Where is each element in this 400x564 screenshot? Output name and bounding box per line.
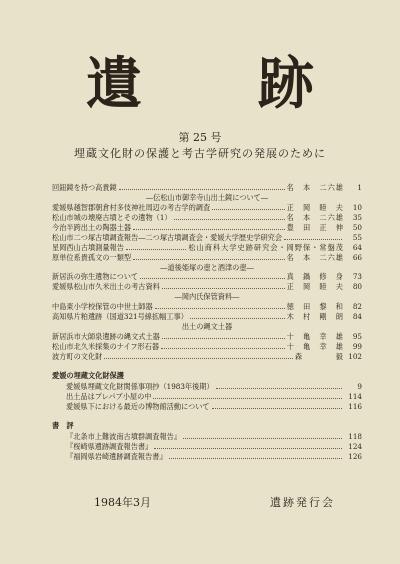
toc-entry-page: 99 <box>352 342 362 351</box>
toc-entry[interactable] <box>52 272 362 282</box>
toc-entry-title: 新居浜市大師泉遺跡の縄文式土器 <box>52 332 160 342</box>
toc-entry-page: 114 <box>348 391 362 401</box>
toc-entry-page: 118 <box>348 431 362 441</box>
toc-entry[interactable] <box>52 282 362 292</box>
toc-entry[interactable] <box>52 332 362 342</box>
leader-dots <box>126 244 187 250</box>
toc-entry-author: 正 岡 睦 夫 <box>286 282 344 292</box>
reviews-list <box>52 432 362 462</box>
leader-dots <box>133 254 285 260</box>
toc-entry-title: 松山市北久米採集のナイフ形石器 <box>52 342 160 351</box>
leader-dots <box>140 273 285 279</box>
toc-entry-page: 126 <box>348 451 362 461</box>
toc-entry-page: 10 <box>352 202 362 212</box>
toc-entry-author: 名 本 二六雄 <box>286 252 344 262</box>
toc-entry-page: 64 <box>352 242 362 252</box>
section-heading-reviews: 書 評 <box>52 420 74 430</box>
leader-dots <box>284 234 342 240</box>
toc-entry-title: 愛媛県松山市久米出土の考古資料 <box>52 282 160 292</box>
section-heading-protection: 愛媛の埋蔵文化財保護 <box>52 370 124 380</box>
toc-entry[interactable] <box>52 223 362 233</box>
leader-dots <box>183 433 342 439</box>
leader-dots <box>154 443 342 449</box>
toc-entry-title: 高知県片粕遺跡（国道321号線拡幅工事） <box>52 312 188 322</box>
toc-entry[interactable] <box>52 253 362 263</box>
toc-entry[interactable] <box>52 392 362 402</box>
publisher-name: 遺跡発行会 <box>270 496 335 509</box>
toc-entry-page: 102 <box>348 351 362 361</box>
toc-entry-page: 84 <box>352 312 362 322</box>
toc-entry-page: 95 <box>352 332 362 342</box>
leader-dots <box>190 313 285 319</box>
toc-entry-author: 松山商科大学史跡研究会・岡野保・常盤茂 <box>188 242 344 252</box>
toc-entry-title: 『福岡県岩崎遺跡調査報告書』 <box>66 451 167 461</box>
toc-entry-page: 35 <box>352 212 362 222</box>
toc-entry-page: 55 <box>352 232 362 242</box>
toc-entry-author: 徳 田 黎 和 <box>286 302 344 312</box>
toc-entry[interactable] <box>52 352 362 362</box>
toc-subtitle-line: ―伝松山市御幸寺山出土鏡について― <box>145 192 269 202</box>
leader-dots <box>119 184 285 190</box>
publication-date: 1984年3月 <box>94 496 151 509</box>
leader-dots <box>216 383 342 389</box>
toc-entry-title: 『北条市上難波南古墳群調査報告』 <box>66 431 182 441</box>
toc-entry-title: 松山市城の壊廃古墳とその遺物（1） <box>52 212 172 222</box>
toc-entry-author: 十 亀 幸 雄 <box>286 342 344 351</box>
toc-entry[interactable] <box>52 213 362 223</box>
toc-entry-title: 波方町の文化財 <box>52 351 103 361</box>
toc-entry[interactable] <box>52 452 362 462</box>
table-of-contents <box>52 183 362 462</box>
toc-entry-author: 正 岡 睦 夫 <box>286 202 344 212</box>
toc-entry-page: 1 <box>357 183 362 192</box>
toc-entry-title: 今治半跨出土の陶器土器 <box>52 222 132 232</box>
toc-entry-title: 愛媛県下における最近の博物館活動について <box>66 401 210 411</box>
toc-entry-title: 愛媛県越智郡朝倉村多伎神社周辺の考古学的調査 <box>52 202 211 212</box>
toc-entry-author: 真 鍋 修 身 <box>286 272 344 282</box>
toc-entry-page: 73 <box>352 272 362 282</box>
journal-subtitle: 埋蔵文化財の保護と考古学研究の発展のために <box>74 147 326 160</box>
leader-dots <box>212 403 342 409</box>
leader-dots <box>161 343 285 349</box>
protection-list <box>52 382 362 412</box>
toc-entry-page: 66 <box>352 252 362 262</box>
leader-dots <box>133 224 285 230</box>
toc-entry[interactable] <box>52 442 362 452</box>
leader-dots <box>153 393 342 399</box>
toc-entry-author: 森 毅 <box>294 351 344 361</box>
toc-entry[interactable] <box>52 233 362 243</box>
toc-entry-title: 回鈕鏡を持つ高貴鏡 <box>52 183 117 192</box>
toc-entry-author: 名 本 二六雄 <box>286 212 344 222</box>
leader-dots <box>162 333 285 339</box>
toc-entry-page: 82 <box>352 302 362 312</box>
toc-subtitle-line: ―岡内氏保管資料― <box>174 292 240 302</box>
toc-entry-title: 出土品はプレパブ小屋の中 <box>66 391 152 401</box>
issue-number: 第 25 号 <box>178 131 222 144</box>
leader-dots <box>104 353 293 359</box>
toc-entry[interactable] <box>52 183 362 193</box>
toc-entry-author: 名 本 二六雄 <box>286 183 344 192</box>
toc-entry-title: 新居浜の弥生遺物について <box>52 272 139 282</box>
toc-entry-author: 豊 田 正 伸 <box>286 222 344 232</box>
toc-entry-page: 80 <box>352 282 362 292</box>
toc-entry[interactable] <box>52 312 362 322</box>
toc-entry[interactable] <box>52 402 362 412</box>
toc-entry-author: 木 村 剛 朗 <box>286 312 344 322</box>
toc-subtitle-line: 出土の縄文土器 <box>181 322 233 332</box>
toc-entry[interactable] <box>52 342 362 352</box>
toc-entry-title: 中島東小学校保管の中世土師器 <box>52 302 153 312</box>
toc-entry-page: 116 <box>348 401 362 411</box>
leader-dots <box>169 453 342 459</box>
toc-subtitle-line: ―道後姫塚の壺と酒津の壺― <box>160 262 254 272</box>
articles-list <box>52 183 362 362</box>
toc-entry-page: 50 <box>352 222 362 232</box>
toc-entry[interactable] <box>52 432 362 442</box>
toc-entry-title: 『桜崎県遺跡調査報告書』 <box>66 441 153 451</box>
leader-dots <box>162 283 285 289</box>
toc-entry-title: 星岡西山古墳測量報告 <box>52 242 124 252</box>
toc-entry-title: 原単位系貴孤文の一類型 <box>52 252 132 262</box>
toc-entry[interactable] <box>52 382 362 392</box>
leader-dots <box>212 204 285 210</box>
toc-entry[interactable] <box>52 243 362 253</box>
toc-entry-title: 愛媛県埋蔵文化財関係事項抄（1983年後期） <box>66 381 214 391</box>
toc-entry-page: 9 <box>357 381 362 391</box>
leader-dots <box>155 303 285 309</box>
toc-entry[interactable] <box>52 302 362 312</box>
toc-entry-page: 124 <box>348 441 362 451</box>
journal-title: 遺 跡 <box>86 51 344 117</box>
toc-entry[interactable] <box>52 203 362 213</box>
toc-entry-author: 十 亀 幸 雄 <box>286 332 344 342</box>
leader-dots <box>174 214 285 220</box>
toc-entry-title: 松山市二つ塚古墳調査報告―二つ塚古墳調査会・愛媛大学歴史学研究会 <box>52 232 283 242</box>
